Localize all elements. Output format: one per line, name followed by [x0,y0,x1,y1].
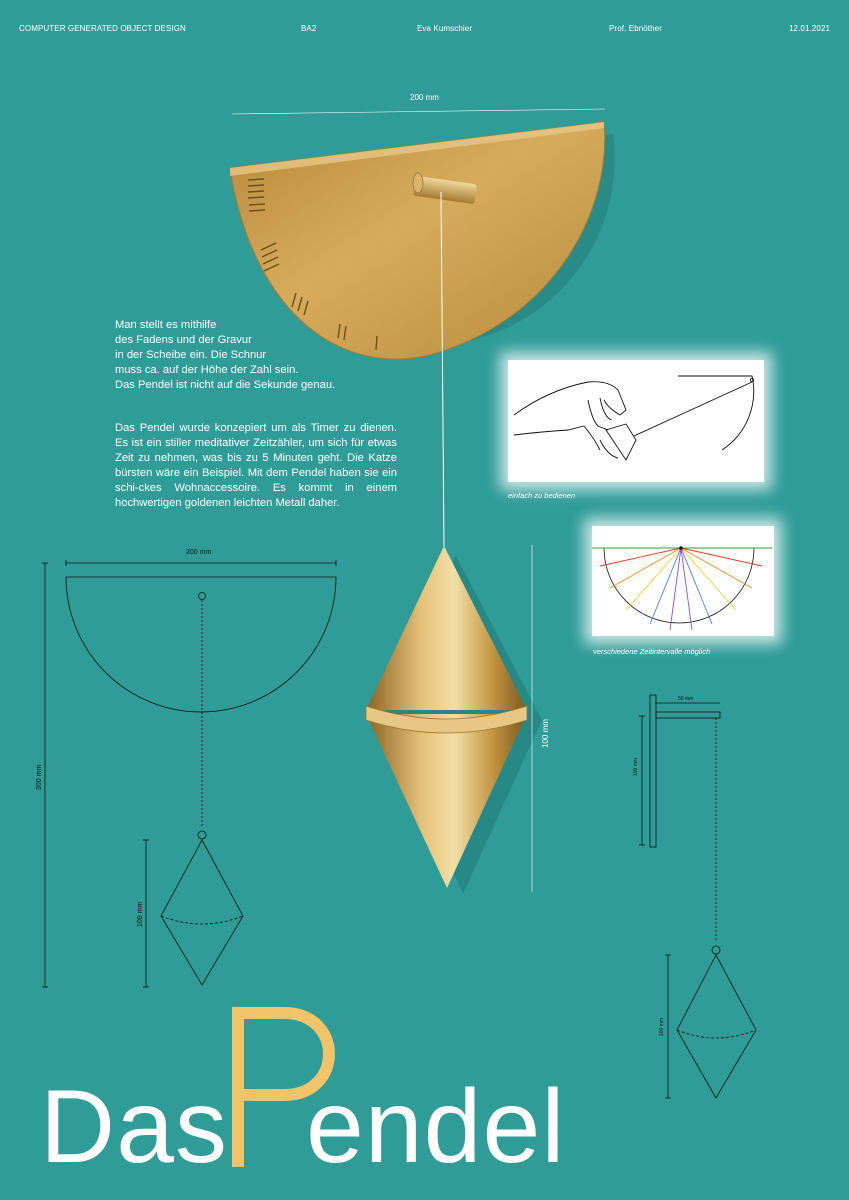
title-part-das: Das [40,1069,228,1185]
date-label: 12.01.2021 [789,24,831,33]
title-part-endel: endel [305,1069,566,1185]
pendulum-top-cone [366,546,527,710]
pendulum-height-label: 100 mm [541,719,550,748]
drawing-height-label: 300 mm [36,764,43,790]
concept-paragraph: Das Pendel wurde konzepiert um als Timer zu dienen. Es ist ein stiller meditativer Zeitzähler, um sich für etwas Zeit zu nehmen, was bis zu 5 Minuten geht. Die Katze bürsten wäre ein Beispiel. Mit dem Pendel haben sie ein schi-ckes Wohnaccessoire. Es kommt in einem hochwertigen goldenen leichten Metall daher. [115,422,397,509]
top-width-label: 200 mm [410,93,439,102]
course-label: COMPUTER GENERATED OBJECT DESIGN [19,24,186,33]
instruction-line: des Fadens und der Gravur [115,334,252,346]
top-dimension-line [232,109,605,114]
front-drawing [42,560,336,987]
instruction-line: Man stellt es mithilfe [115,319,217,331]
instruction-line: Das Pendel ist nicht auf die Sekunde genau. [115,379,336,391]
side-height-label: 100 mm [633,757,639,776]
hand-sketch-icon [508,360,764,482]
professor-label: Prof. Ebnöther [609,24,662,33]
drawing-pendulum-label: 100 mm [137,901,144,927]
interval-fan-icon [592,526,774,636]
sketch-caption: einfach zu bedienen [508,491,576,500]
instruction-line: muss ca. auf der Höhe der Zahl sein. [115,364,299,376]
page-title [40,1069,566,1185]
module-label: BA2 [301,24,317,33]
intervals-caption: verschiedene Zeitintervalle möglich [593,647,711,656]
instruction-line: in der Scheibe ein. Die Schnur [115,349,267,361]
side-drawing [639,695,756,1098]
intervals-card [592,526,774,636]
usage-sketch-card [508,360,764,482]
instruction-paragraph [115,318,405,393]
side-pendulum-label: 100 mm [659,1017,665,1036]
side-width-label: 50 mm [678,696,694,702]
drawing-width-label: 200 mm [186,549,212,556]
author-label: Eva Kumschier [417,24,473,33]
